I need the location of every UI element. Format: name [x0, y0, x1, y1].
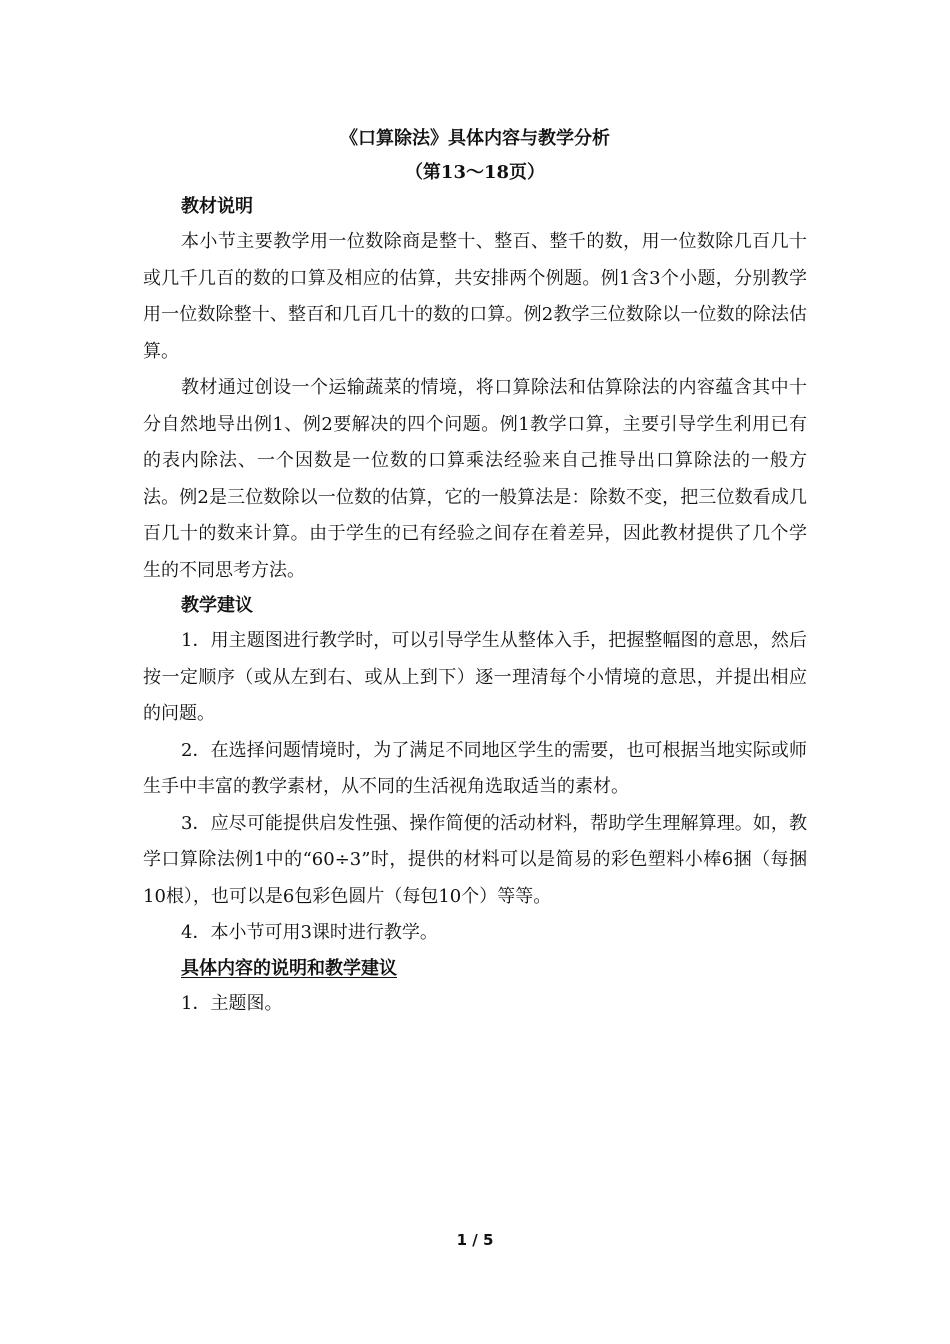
paragraph: 本小节主要教学用一位数除商是整十、整百、整千的数，用一位数除几百几十或几千几百的数的口算及相应的估算，共安排两个例题。例1含3个小题，分别教学用一位数除整十、整百和几百几十的数的口算。例2教学三位数除以一位数的除法估算。 [143, 231, 807, 362]
paragraph: 1．主题图。 [181, 992, 283, 1014]
paragraph: 4．本小节可用3课时进行教学。 [181, 922, 438, 943]
document-title: 《口算除法》具体内容与教学分析 [340, 128, 610, 149]
section-heading-textbook: 教材说明 [181, 196, 253, 217]
paragraph: 3．应尽可能提供启发性强、操作简便的活动材料，帮助学生理解算理。如，教学口算除法例1中的“60÷3”时，提供的材料可以是简易的彩色塑料小棒6捆（每捆10根），也可以是6包彩色圆片（每包10个）等等。 [143, 812, 807, 907]
paragraph: 教材通过创设一个运输蔬菜的情境，将口算除法和估算除法的内容蕴含其中十分自然地导出例1、例2要解决的四个问题。例1教学口算，主要引导学生利用已有的表内除法、一个因数是一位数的口算乘法经验来自己推导出口算除法的一般方法。例2是三位数除以一位数的估算，它的一般算法是：除数不变，把三位数看成几百几十的数来计算。由于学生的已有经验之间存在着差异，因此教材提供了几个学生的不同思考方法。 [143, 377, 807, 581]
document-subtitle: （第13～18页） [404, 162, 546, 183]
page-number: 1 / 5 [456, 1231, 494, 1249]
paragraph: 1．用主题图进行教学时，可以引导学生从整体入手，把握整幅图的意思，然后按一定顺序（或从左到右、或从上到下）逐一理清每个小情境的意思，并提出相应的问题。 [143, 630, 807, 724]
section-heading-details-text: 具体内容的说明和教学建议 [181, 957, 397, 979]
section-heading-suggestions: 教学建议 [181, 595, 253, 616]
section-heading-details [143, 952, 807, 986]
document-content [143, 122, 807, 1022]
paragraph: 2．在选择问题情境时，为了满足不同地区学生的需要，也可根据当地实际或师生手中丰富的教学素材，从不同的生活视角选取适当的素材。 [143, 739, 807, 797]
